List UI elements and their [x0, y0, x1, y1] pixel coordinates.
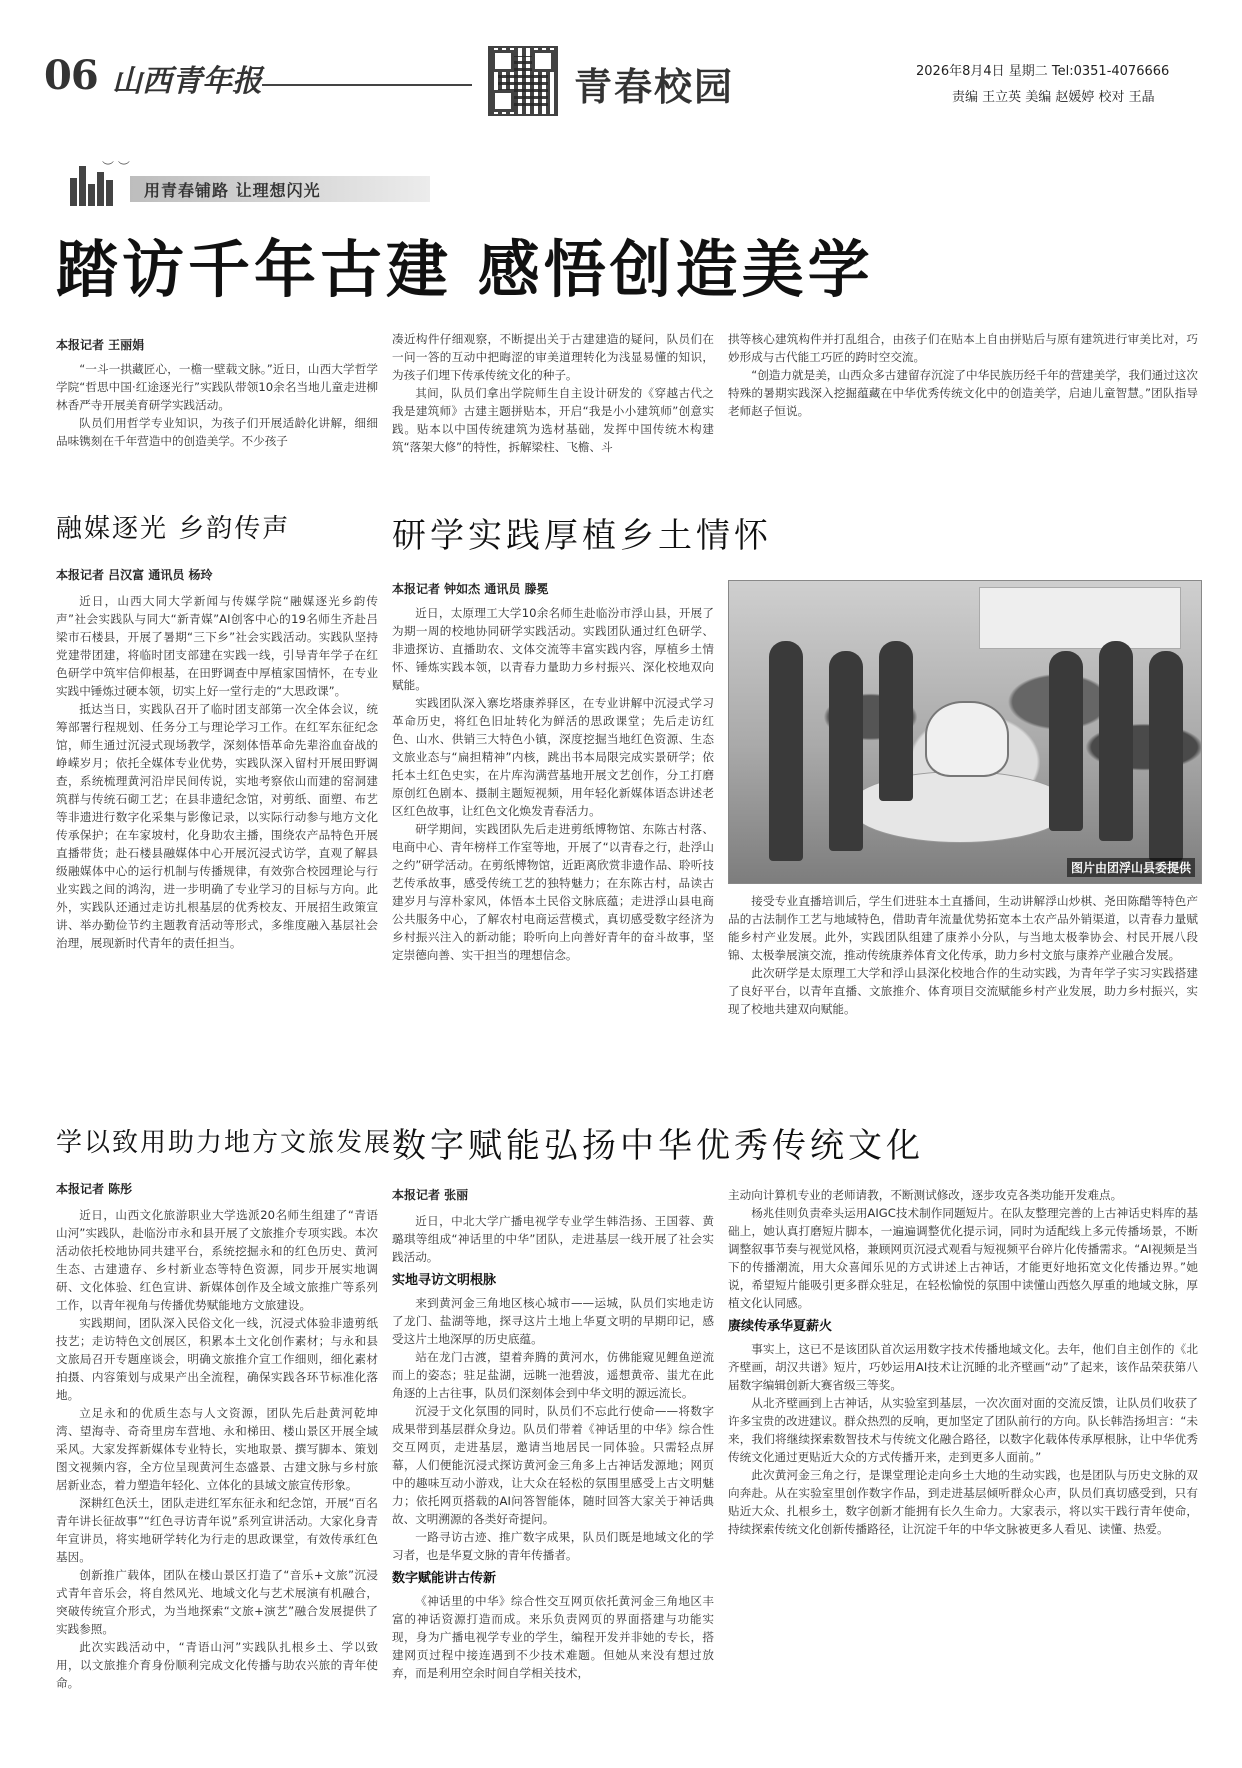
research-article-byline: 本报记者 钟如杰 通讯员 滕冕	[392, 582, 549, 596]
media-article-body	[56, 592, 378, 1098]
date-line: 2026年8月4日 星期二 Tel:0351-4076666	[916, 64, 1170, 79]
paragraph: 近日，山西文化旅游职业大学选派20名师生组建了“青语山河”实践队，赴临汾市永和县开展了文旅推介专项实践。本次活动依托校地协同共建平台，系统挖掘永和的红色历史、黄河生态、古建遗存、乡村新业态等特色资源，同步开展实地调研、文化体验、红色宣讲、新媒体创作及全域文旅推广等系列工作，以青年视角与传播优势赋能地方文旅建设。	[56, 1208, 378, 1312]
paragraph: 深耕红色沃土，团队走进红军东征永和纪念馆，开展“百名青年讲长征故事”“红色寻访青年说”系列宣讲活动。大家化身青年宣讲员，将实地研学转化为行走的思政课堂，有效传承红色基因。	[56, 1496, 378, 1564]
digital-article-col1	[392, 1212, 714, 1752]
photo-credit: 图片由团浮山县委提供	[1067, 858, 1195, 877]
masthead-rule-left	[262, 84, 472, 86]
research-article-body-left	[392, 604, 714, 1092]
photo-person	[1099, 641, 1133, 841]
paragraph: 《神话里的中华》综合性交互网页依托黄河金三角地区丰富的神话资源打造而成。来乐负责网页的界面搭建与功能实现，身为广播电视学专业的学生，编程开发并非她的专长，搭建网页过程中接连遇到不少技术难题。但她从来没有想过放弃，而是利用空余时间自学相关技术，	[392, 1594, 714, 1680]
paragraph: 创新推广载体，团队在楼山景区打造了“音乐+文旅”沉浸式青年音乐会，将自然风光、地域文化与艺术展演有机融合，突破传统宣介形式，为当地探索“文旅+演艺”融合发展提供了实践参照。	[56, 1568, 378, 1636]
paragraph: 立足永和的优质生态与人文资源，团队先后赴黄河乾坤湾、望海寺、奇奇里房车营地、永和梯田、楼山景区开展全域采风。大家发挥新媒体专业特长，实地取景、撰写脚本、策划图文视频内容，全方位呈现黄河生态盛景、古建文脉与乡村旅居新业态，着力塑造年轻化、立体化的县域文旅宣传形象。	[56, 1406, 378, 1492]
paragraph: 抵达当日，实践队召开了临时团支部第一次全体会议，统筹部署行程规划、任务分工与理论学习工作。在红军东征纪念馆，师生通过沉浸式现场教学，深刻体悟革命先辈浴血奋战的峥嵘岁月；依托全媒体专业优势，实践队深入留村开展田野调查，系统梳理黄河沿岸民间传说，实地考察依山而建的窑洞建筑群与传统石砌工艺；在县非遗纪念馆，对剪纸、面塑、布艺等非遗进行数字化采集与影像记录，以实际行动参与地方文化传承保护；在车家坡村，化身助农主播，围绕农产品特色开展直播带货；赴石楼县融媒体中心开展沉浸式访学，直观了解县级融媒体中心的运行机制与传播规律，有效弥合校园理论与行业实践之间的鸿沟，进一步明确了专业学习的目标与方向。此外，实践队还通过走访扎根基层的优秀校友、开展招生政策宣讲、举办勤俭节约主题教育活动等形式，多维度融入基层社会治理，展现新时代青年的责任担当。	[56, 702, 378, 950]
digital-article-title: 数字赋能弘扬中华优秀传统文化	[392, 1126, 924, 1166]
paragraph: 近日，太原理工大学10余名师生赴临汾市浮山县，开展了为期一周的校地协同研学实践活动。实践团队通过红色研学、非遗探访、直播助农、文体交流等丰富实践内容，厚植乡土情怀、锤炼实践本领，以青春力量助力乡村振兴、深化校地双向赋能。	[392, 606, 714, 692]
main-article-col1	[56, 360, 378, 470]
page-number: 06	[44, 52, 98, 99]
paragraph: 研学期间，实践团队先后走进剪纸博物馆、东陈古村落、电商中心、青年榜样工作室等地，开展了“以青春之行，赴浮山之约”研学活动。在剪纸博物馆，近距离欣赏非遗作品、聆听技艺传承故事，感受传统工艺的独特魅力；在东陈古村，品读古建岁月与淳朴家风，体悟本土民俗文脉底蕴；走进浮山县电商公共服务中心，了解农村电商运营模式，真切感受数字经济为乡村振兴注入的新动能；聆听向上向善好青年的奋斗故事，坚定崇德向善、实干担当的理想信念。	[392, 822, 714, 962]
paragraph: 站在龙门古渡，望着奔腾的黄河水，仿佛能窥见鲤鱼逆流而上的姿态；驻足盐湖，远眺一池碧波，遥想黄帝、蚩尤在此角逐的上古往事，队员们深刻体会到中华文明的源远流长。	[392, 1350, 714, 1400]
photo-person	[1049, 651, 1083, 831]
photo-person	[1149, 651, 1183, 861]
paragraph: 主动向计算机专业的老师请教，不断测试修改，逐步攻克各类功能开发难点。	[728, 1188, 1123, 1202]
paragraph: 一路寻访古迹、推广数字成果，队员们既是地域文化的学习者，也是华夏文脉的青年传播者。	[392, 1530, 714, 1562]
digital-article-col2	[728, 1186, 1198, 1752]
paragraph: 实践期间，团队深入民俗文化一线，沉浸式体验非遗剪纸技艺；走访特色文创展区，积累本土文化创作素材；与永和县文旅局召开专题座谈会，明确文旅推介宣工作细则，细化素材拍摄、内容策划与成果产出全流程，确保实践各环节标准化落地。	[56, 1316, 378, 1402]
paragraph: 此次黄河金三角之行，是课堂理论走向乡土大地的生动实践，也是团队与历史文脉的双向奔赴。从在实验室里创作数字作品，到走进基层倾听群众心声，队员们真切感受到，只有贴近大众、扎根乡土，数字创新才能拥有长久生命力。大家表示，将以实干践行青年使命，持续探索传统文化创新传播路径，让沉淀千年的中华文脉被更多人看见、读懂、热爱。	[728, 1468, 1198, 1536]
main-headline: 踏访千年古建 感悟创造美学	[56, 233, 874, 306]
media-article-byline: 本报记者 吕汉富 通讯员 杨玲	[56, 568, 213, 582]
paragraph: 沉浸于文化氛围的同时，队员们不忘此行使命——将数字成果带到基层群众身边。队员们带着《神话里的中华》综合性交互网页，走进基层，邀请当地居民一同体验。只需轻点屏幕，人们便能沉浸式探访黄河金三角多上古神话发源地；网页中的趣味互动小游戏，让大众在轻松的氛围里感受上古文明魅力；依托网页搭载的AI问答智能体，随时回答大家关于神话典故、文明溯源的各类好奇提问。	[392, 1404, 714, 1526]
paragraph: 此次实践活动中，“青语山河”实践队扎根乡土、学以致用，以文旅推介育身份顺利完成文化传播与助农兴旅的青年使命。	[56, 1640, 378, 1690]
photo-lion-figure	[925, 701, 1009, 777]
tourism-article-byline: 本报记者 陈彤	[56, 1182, 133, 1196]
qr-code-icon	[488, 46, 558, 116]
paragraph: “一斗一拱藏匠心，一檐一壁载文脉。”近日，山西大学哲学学院“哲思中国·红途逐光行”实践队带领10余名当地儿童走进柳林香严寺开展美育研学实践活动。	[56, 362, 378, 412]
section-name: 青春校园	[574, 64, 735, 109]
tourism-article-title: 学以致用助力地方文旅发展	[56, 1128, 393, 1158]
paragraph: 从北齐壁画到上古神话，从实验室到基层，一次次面对面的交流反馈，让队员们收获了许多宝贵的改进建议。群众热烈的反响，更加坚定了团队前行的方向。队长韩浩扬坦言：“未来，我们将继续探索数智技术与传统文化融合路径，以数字化载体传承厚根脉，让中华优秀传统文化通过更贴近大众的方式传播开来，走到更多人面前。”	[728, 1396, 1198, 1464]
photo-person	[769, 641, 803, 861]
photo-person	[829, 651, 863, 851]
main-article-col3	[728, 330, 1198, 470]
column-tag	[70, 158, 366, 208]
subheading: 赓续传承华夏薪火	[728, 1319, 833, 1334]
paragraph: 近日，中北大学广播电视学专业学生韩浩扬、王国蓉、黄璐琪等组成“神话里的中华”团队，走进基层一线开展了社会实践活动。	[392, 1214, 714, 1264]
digital-article-byline: 本报记者 张丽	[392, 1188, 469, 1202]
photo-display-board	[979, 587, 1181, 649]
paragraph: 来到黄河金三角地区核心城市——运城，队员们实地走访了龙门、盐湖等地，探寻这片土地上华夏文明的早期印记，感受这片土地深厚的历史底蕴。	[392, 1296, 714, 1346]
editors-line: 责编 王立英 美编 赵媛婷 校对 王晶	[952, 90, 1155, 105]
subheading: 数字赋能讲古传新	[392, 1571, 497, 1586]
paragraph: 队员们用哲学专业知识，为孩子们开展适龄化讲解，细细品味镌刻在千年营造中的创造美学。不少孩子	[56, 416, 378, 448]
paragraph: 实践团队深入寨圪塔康养驿区，在专业讲解中沉浸式学习革命历史，将红色旧址转化为鲜活的思政课堂；先后走访红色、山水、供销三大特色小镇，深度挖掘当地红色资源、生态文旅业态与“扁担精神”内核，跳出书本局限完成实景研学；依托本土红色史实，在片库沟满营基地开展文艺创作，分工打磨原创红色剧本、摄制主题短视频，用年轻化新媒体语态讲述老区红色故事，让红色文化焕发青春活力。	[392, 696, 714, 818]
paragraph: 此次研学是太原理工大学和浮山县深化校地合作的生动实践，为青年学子实习实践搭建了良好平台，以青年直播、文旅推介、体育项目交流赋能乡村产业发展，助力乡村振兴，实现了校地共建双向赋能。	[728, 966, 1198, 1016]
main-article-col2	[392, 330, 714, 470]
subheading: 实地寻访文明根脉	[392, 1273, 497, 1288]
paragraph: 事实上，这已不是该团队首次运用数字技术传播地域文化。去年，他们自主创作的《北齐壁画，胡汉共谱》短片，巧妙运用AI技术让沉睡的北齐壁画“动”了起来，该作品荣获第八届数字编辑创新大赛省级三等奖。	[728, 1342, 1198, 1392]
paragraph: 杨兆佳则负责牵头运用AIGC技术制作同题短片。在队友整理完善的上古神话史料库的基础上，她认真打磨短片脚本，一遍遍调整优化提示词，同时为适配线上多元传播场景，不断调整叙事节奏与视觉风格，兼顾网页沉浸式观看与短视频平台碎片化传播需求。“AI视频是当下的传播潮流，用大众喜闻乐见的方式讲述上古神话，才能更好地拓宽文化传播边界。”她说，希望短片能吸引更多群众驻足，在轻松愉悦的氛围中读懂山西悠久厚重的地域文脉，厚植文化认同感。	[728, 1206, 1198, 1310]
paper-name-logo: 山西青年报	[112, 64, 262, 99]
media-article-title: 融媒逐光 乡韵传声	[56, 514, 291, 544]
column-tag-text: 用青春铺路 让理想闪光	[144, 181, 321, 200]
paragraph: 接受专业直播培训后，学生们进驻本土直播间，生动讲解浮山炒棋、尧田陈醋等特色产品的古法制作工艺与地域特色，借助青年流量优势拓宽本土农产品外销渠道，以青春力量赋能乡村产业发展。此外，实践团队组建了康养小分队，与当地太极拳协会、村民开展八段锦、太极拳展演交流，推动传统康养体育文化传承，助力乡村文旅与康养产业融合发展。	[728, 894, 1198, 962]
main-byline: 本报记者 王丽娟	[56, 338, 145, 352]
research-article-body-right	[728, 892, 1198, 1092]
paragraph: 其间，队员们拿出学院师生自主设计研发的《穿越古代之我是建筑师》古建主题拼贴本，开启“我是小小建筑师”创意实践。贴本以中国传统建筑为选材基础，发挥中国传统木构建筑“落架大修”的特性，拆解梁柱、飞檐、斗	[392, 386, 714, 454]
paragraph: 近日，山西大同大学新闻与传媒学院“融媒逐光乡韵传声”社会实践队与同大“新青媒”AI创客中心的19名师生齐赴吕梁市石楼县，开展了暑期“三下乡”社会实践活动。实践队坚持党建带团建，将临时团支部建在实践一线，引导青年学子在红色研学中筑牢信仰根基，在田野调查中厚植家国情怀，在专业实践中锤炼过硬本领，切实上好一堂行走的“大思政课”。	[56, 594, 378, 698]
paragraph: “创造力就是美，山西众多古建留存沉淀了中华民族历经千年的营建美学，我们通过这次特殊的暑期实践深入挖掘蕴藏在中华优秀传统文化中的创造美学，启迪儿童智慧。”团队指导老师赵子恒说。	[728, 368, 1198, 418]
bird-icon: ︶ ︶	[102, 160, 130, 174]
photo-person	[879, 641, 913, 801]
research-article-title: 研学实践厚植乡土情怀	[392, 516, 772, 556]
paragraph: 拱等核心建筑构件并打乱组合，由孩子们在贴本上自由拼贴后与原有建筑进行审美比对，巧妙形成与古代能工巧匠的跨时空交流。	[728, 332, 1198, 364]
students-exhibition-photo	[728, 580, 1202, 884]
tourism-article-body	[56, 1206, 378, 1746]
paragraph: 凑近构件仔细观察，不断提出关于古建建造的疑问，队员们在一问一答的互动中把晦涩的审美道理转化为浅显易懂的知识，为孩子们埋下传承传统文化的种子。	[392, 332, 714, 382]
